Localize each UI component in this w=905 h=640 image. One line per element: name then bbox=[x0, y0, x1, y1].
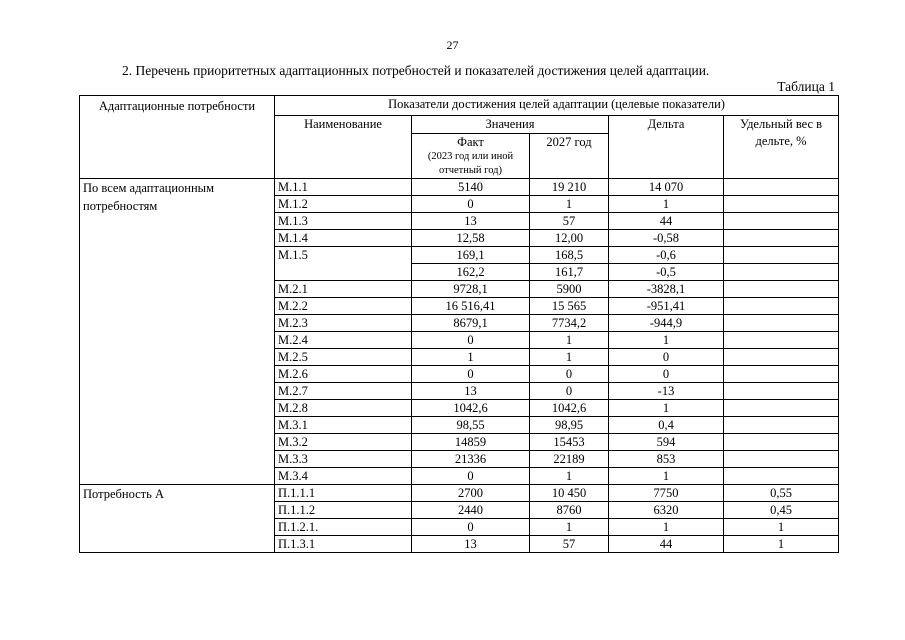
cell-fact: 12,58 bbox=[412, 230, 530, 247]
cell-delta: 44 bbox=[609, 213, 724, 230]
cell-fact: 13 bbox=[412, 213, 530, 230]
cell-delta: -0,5 bbox=[609, 264, 724, 281]
cell-fact: 9728,1 bbox=[412, 281, 530, 298]
cell-weight bbox=[724, 264, 839, 281]
cell-delta: 7750 bbox=[609, 485, 724, 502]
indicator-name: П.1.2.1. bbox=[275, 519, 412, 536]
cell-target: 1 bbox=[530, 196, 609, 213]
cell-weight bbox=[724, 468, 839, 485]
cell-weight bbox=[724, 281, 839, 298]
cell-fact: 0 bbox=[412, 366, 530, 383]
cell-target: 1 bbox=[530, 519, 609, 536]
indicator-name: М.2.2 bbox=[275, 298, 412, 315]
cell-target: 57 bbox=[530, 213, 609, 230]
cell-delta: 6320 bbox=[609, 502, 724, 519]
cell-target: 8760 bbox=[530, 502, 609, 519]
cell-fact: 2700 bbox=[412, 485, 530, 502]
cell-fact: 162,2 bbox=[412, 264, 530, 281]
cell-weight bbox=[724, 298, 839, 315]
cell-fact: 0 bbox=[412, 468, 530, 485]
cell-target: 15 565 bbox=[530, 298, 609, 315]
cell-fact: 2440 bbox=[412, 502, 530, 519]
header-fact-cell bbox=[412, 134, 530, 179]
cell-weight: 1 bbox=[724, 536, 839, 553]
table-body bbox=[80, 179, 839, 553]
cell-weight bbox=[724, 230, 839, 247]
need-cell: По всем адаптационным потребностям bbox=[80, 179, 275, 485]
cell-delta: 1 bbox=[609, 519, 724, 536]
table-row bbox=[80, 485, 839, 502]
cell-delta: 1 bbox=[609, 468, 724, 485]
cell-fact: 21336 bbox=[412, 451, 530, 468]
indicator-name: М.3.2 bbox=[275, 434, 412, 451]
cell-fact: 169,1 bbox=[412, 247, 530, 264]
cell-weight bbox=[724, 247, 839, 264]
cell-target: 7734,2 bbox=[530, 315, 609, 332]
cell-weight bbox=[724, 315, 839, 332]
indicator-name: М.3.1 bbox=[275, 417, 412, 434]
cell-target: 1 bbox=[530, 349, 609, 366]
need-cell: Потребность А bbox=[80, 485, 275, 553]
cell-target: 12,00 bbox=[530, 230, 609, 247]
cell-target: 57 bbox=[530, 536, 609, 553]
cell-target: 5900 bbox=[530, 281, 609, 298]
cell-delta: 0,4 bbox=[609, 417, 724, 434]
cell-delta: 853 bbox=[609, 451, 724, 468]
header-delta: Дельта bbox=[609, 116, 724, 179]
cell-delta: -0,58 bbox=[609, 230, 724, 247]
header-fact-note: (2023 год или иной отчетный год) bbox=[427, 151, 514, 176]
cell-target: 15453 bbox=[530, 434, 609, 451]
cell-fact: 5140 bbox=[412, 179, 530, 196]
cell-delta: 14 070 bbox=[609, 179, 724, 196]
cell-weight: 0,45 bbox=[724, 502, 839, 519]
table-label: Таблица 1 bbox=[777, 79, 835, 94]
cell-weight bbox=[724, 349, 839, 366]
document-title: 2. Перечень приоритетных адаптационных потребностей и показателей достижения целей адаптации. bbox=[122, 63, 710, 78]
header-needs: Адаптационные потребности bbox=[80, 96, 275, 179]
indicator-name: П.1.3.1 bbox=[275, 536, 412, 553]
cell-weight bbox=[724, 332, 839, 349]
indicator-name: М.1.5 bbox=[275, 247, 412, 281]
cell-delta: -0,6 bbox=[609, 247, 724, 264]
cell-target: 0 bbox=[530, 366, 609, 383]
cell-fact: 13 bbox=[412, 383, 530, 400]
table-header bbox=[80, 96, 839, 179]
cell-weight bbox=[724, 366, 839, 383]
indicator-name: М.2.3 bbox=[275, 315, 412, 332]
cell-target: 1 bbox=[530, 468, 609, 485]
cell-target: 1 bbox=[530, 332, 609, 349]
cell-fact: 98,55 bbox=[412, 417, 530, 434]
cell-weight bbox=[724, 213, 839, 230]
indicator-name: М.1.2 bbox=[275, 196, 412, 213]
cell-target: 19 210 bbox=[530, 179, 609, 196]
cell-target: 22189 bbox=[530, 451, 609, 468]
cell-weight bbox=[724, 434, 839, 451]
cell-delta: -13 bbox=[609, 383, 724, 400]
cell-delta: -944,9 bbox=[609, 315, 724, 332]
cell-fact: 1042,6 bbox=[412, 400, 530, 417]
cell-delta: -951,41 bbox=[609, 298, 724, 315]
indicator-name: М.3.4 bbox=[275, 468, 412, 485]
header-fact: Факт bbox=[457, 135, 484, 149]
cell-fact: 0 bbox=[412, 332, 530, 349]
indicators-table bbox=[79, 95, 839, 553]
cell-weight bbox=[724, 400, 839, 417]
cell-delta: 44 bbox=[609, 536, 724, 553]
cell-target: 0 bbox=[530, 383, 609, 400]
header-name: Наименование bbox=[275, 116, 412, 179]
cell-delta: 1 bbox=[609, 196, 724, 213]
cell-fact: 1 bbox=[412, 349, 530, 366]
indicator-name: М.2.8 bbox=[275, 400, 412, 417]
cell-delta: -3828,1 bbox=[609, 281, 724, 298]
cell-weight bbox=[724, 383, 839, 400]
cell-weight bbox=[724, 179, 839, 196]
cell-delta: 0 bbox=[609, 349, 724, 366]
cell-fact: 13 bbox=[412, 536, 530, 553]
cell-delta: 594 bbox=[609, 434, 724, 451]
page-number: 27 bbox=[446, 38, 459, 52]
indicator-name: М.1.4 bbox=[275, 230, 412, 247]
cell-weight: 0,55 bbox=[724, 485, 839, 502]
cell-weight: 1 bbox=[724, 519, 839, 536]
cell-delta: 0 bbox=[609, 366, 724, 383]
indicator-name: М.2.1 bbox=[275, 281, 412, 298]
cell-fact: 0 bbox=[412, 196, 530, 213]
cell-fact: 16 516,41 bbox=[412, 298, 530, 315]
table-row bbox=[80, 179, 839, 196]
header-weight: Удельный вес в дельте, % bbox=[724, 116, 839, 179]
indicator-name: М.2.4 bbox=[275, 332, 412, 349]
header-values: Значения bbox=[412, 116, 609, 134]
indicator-name: М.2.6 bbox=[275, 366, 412, 383]
indicator-name: М.1.1 bbox=[275, 179, 412, 196]
cell-target: 168,5 bbox=[530, 247, 609, 264]
indicator-name: М.1.3 bbox=[275, 213, 412, 230]
cell-target: 1042,6 bbox=[530, 400, 609, 417]
indicator-name: П.1.1.1 bbox=[275, 485, 412, 502]
indicator-name: М.2.5 bbox=[275, 349, 412, 366]
cell-target: 10 450 bbox=[530, 485, 609, 502]
cell-delta: 1 bbox=[609, 332, 724, 349]
cell-target: 161,7 bbox=[530, 264, 609, 281]
indicator-name: М.3.3 bbox=[275, 451, 412, 468]
cell-fact: 8679,1 bbox=[412, 315, 530, 332]
header-target: 2027 год bbox=[530, 134, 609, 179]
cell-fact: 0 bbox=[412, 519, 530, 536]
indicator-name: М.2.7 bbox=[275, 383, 412, 400]
indicator-name: П.1.1.2 bbox=[275, 502, 412, 519]
cell-target: 98,95 bbox=[530, 417, 609, 434]
cell-weight bbox=[724, 451, 839, 468]
cell-fact: 14859 bbox=[412, 434, 530, 451]
cell-weight bbox=[724, 417, 839, 434]
cell-delta: 1 bbox=[609, 400, 724, 417]
header-indicators: Показатели достижения целей адаптации (целевые показатели) bbox=[275, 96, 839, 116]
cell-weight bbox=[724, 196, 839, 213]
